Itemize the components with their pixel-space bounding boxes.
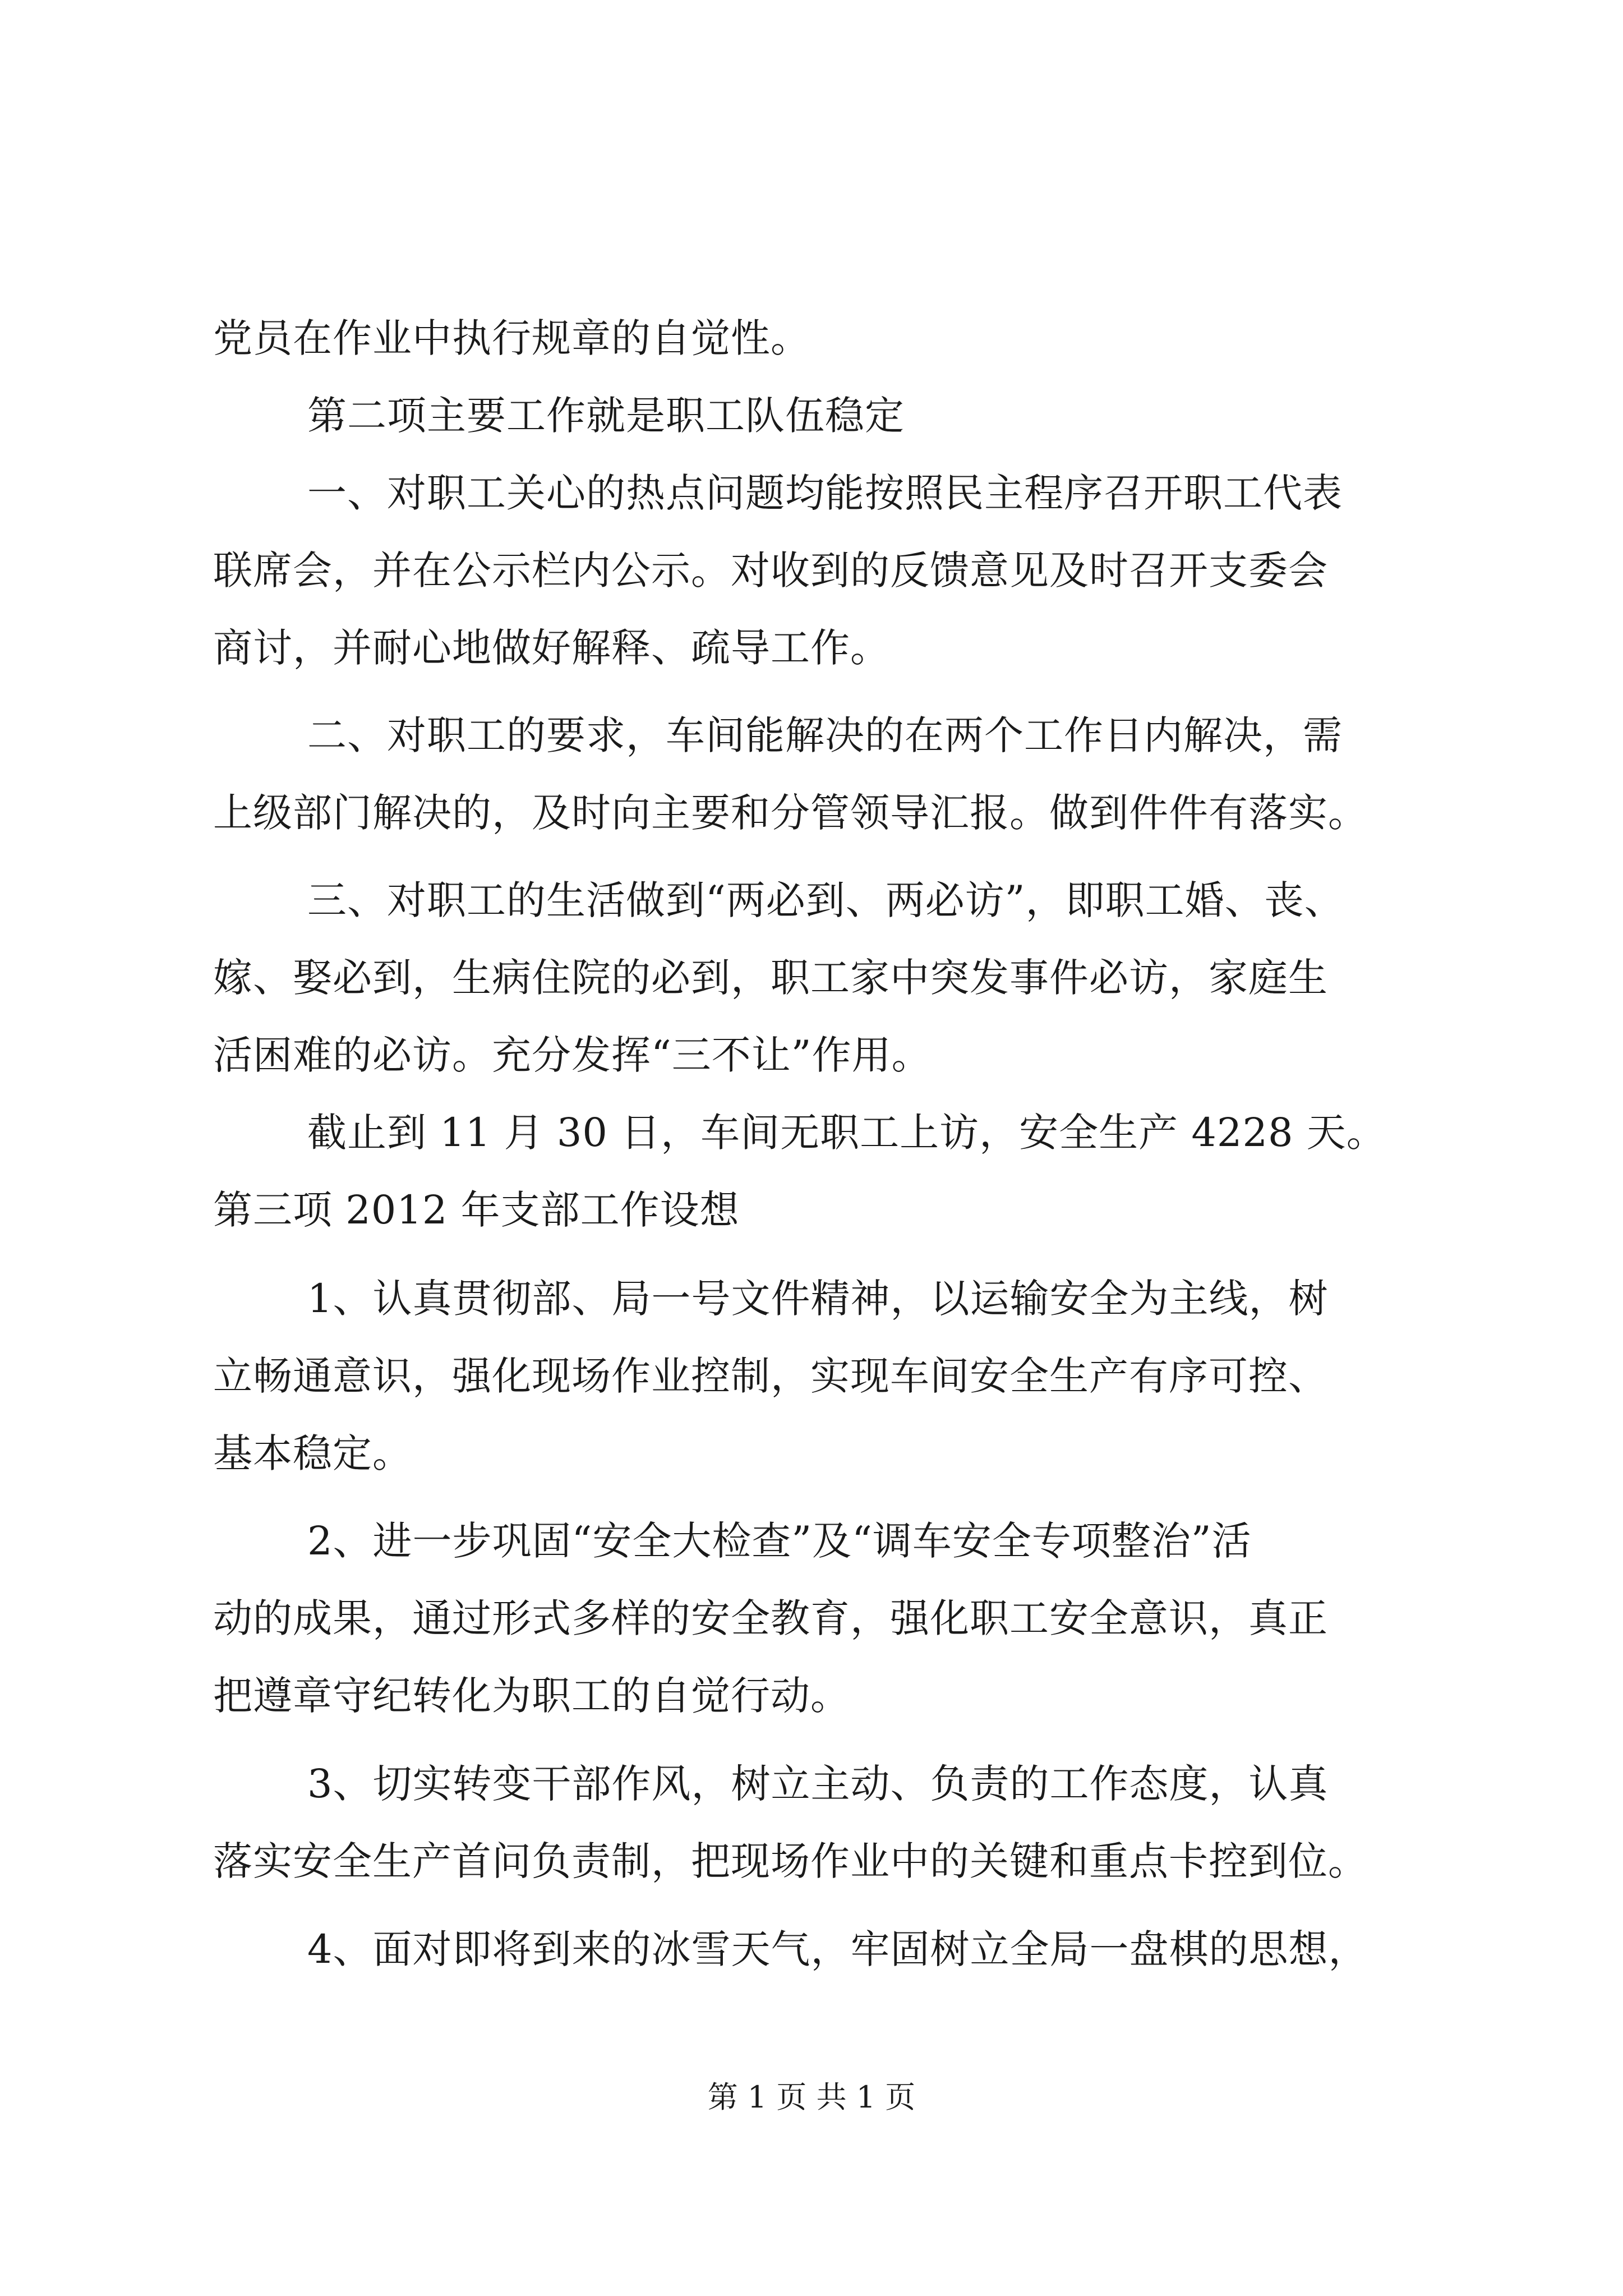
text-line: 基本稳定。	[213, 1430, 412, 1476]
text-line: 嫁、娶必到，生病住院的必到，职工家中突发事件必访，家庭生	[213, 955, 1328, 1001]
page-number: 第 1 页 共 1 页	[707, 2079, 916, 2115]
text-line: 商讨，并耐心地做好解释、疏导工作。	[213, 625, 890, 671]
text-line: 动的成果，通过形式多样的安全教育，强化职工安全意识，真正	[213, 1595, 1328, 1641]
text-line: 第二项主要工作就是职工队伍稳定	[307, 393, 905, 439]
text-line: 活困难的必访。充分发挥“三不让”作用。	[213, 1032, 932, 1078]
text-line: 一、对职工关心的热点问题均能按照民主程序召开职工代表	[307, 470, 1343, 516]
text-line: 三、对职工的生活做到“两必到、两必访”，即职工婚、丧、	[307, 877, 1344, 923]
text-line: 二、对职工的要求，车间能解决的在两个工作日内解决，需	[307, 712, 1343, 758]
text-line: 把遵章守纪转化为职工的自觉行动。	[213, 1673, 850, 1719]
text-line: 截止到 11 月 30 日，车间无职工上访，安全生产 4228 天。	[307, 1110, 1386, 1156]
text-line: 党员在作业中执行规章的自觉性。	[213, 315, 810, 361]
text-line: 1、认真贯彻部、局一号文件精神，以运输安全为主线，树	[307, 1276, 1329, 1322]
text-line: 立畅通意识，强化现场作业控制，实现车间安全生产有序可控、	[213, 1353, 1328, 1399]
text-line: 第三项 2012 年支部工作设想	[213, 1187, 740, 1233]
text-line: 落实安全生产首问负责制，把现场作业中的关键和重点卡控到位。	[213, 1838, 1368, 1884]
text-line: 3、切实转变干部作风，树立主动、负责的工作态度，认真	[307, 1761, 1329, 1807]
text-line: 2、进一步巩固“安全大检查”及“调车安全专项整治”活	[307, 1518, 1252, 1564]
text-line: 联席会，并在公示栏内公示。对收到的反馈意见及时召开支委会	[213, 547, 1328, 593]
text-line: 4、面对即将到来的冰雪天气，牢固树立全局一盘棋的思想，	[307, 1926, 1368, 1972]
text-line: 上级部门解决的，及时向主要和分管领导汇报。做到件件有落实。	[213, 790, 1368, 836]
